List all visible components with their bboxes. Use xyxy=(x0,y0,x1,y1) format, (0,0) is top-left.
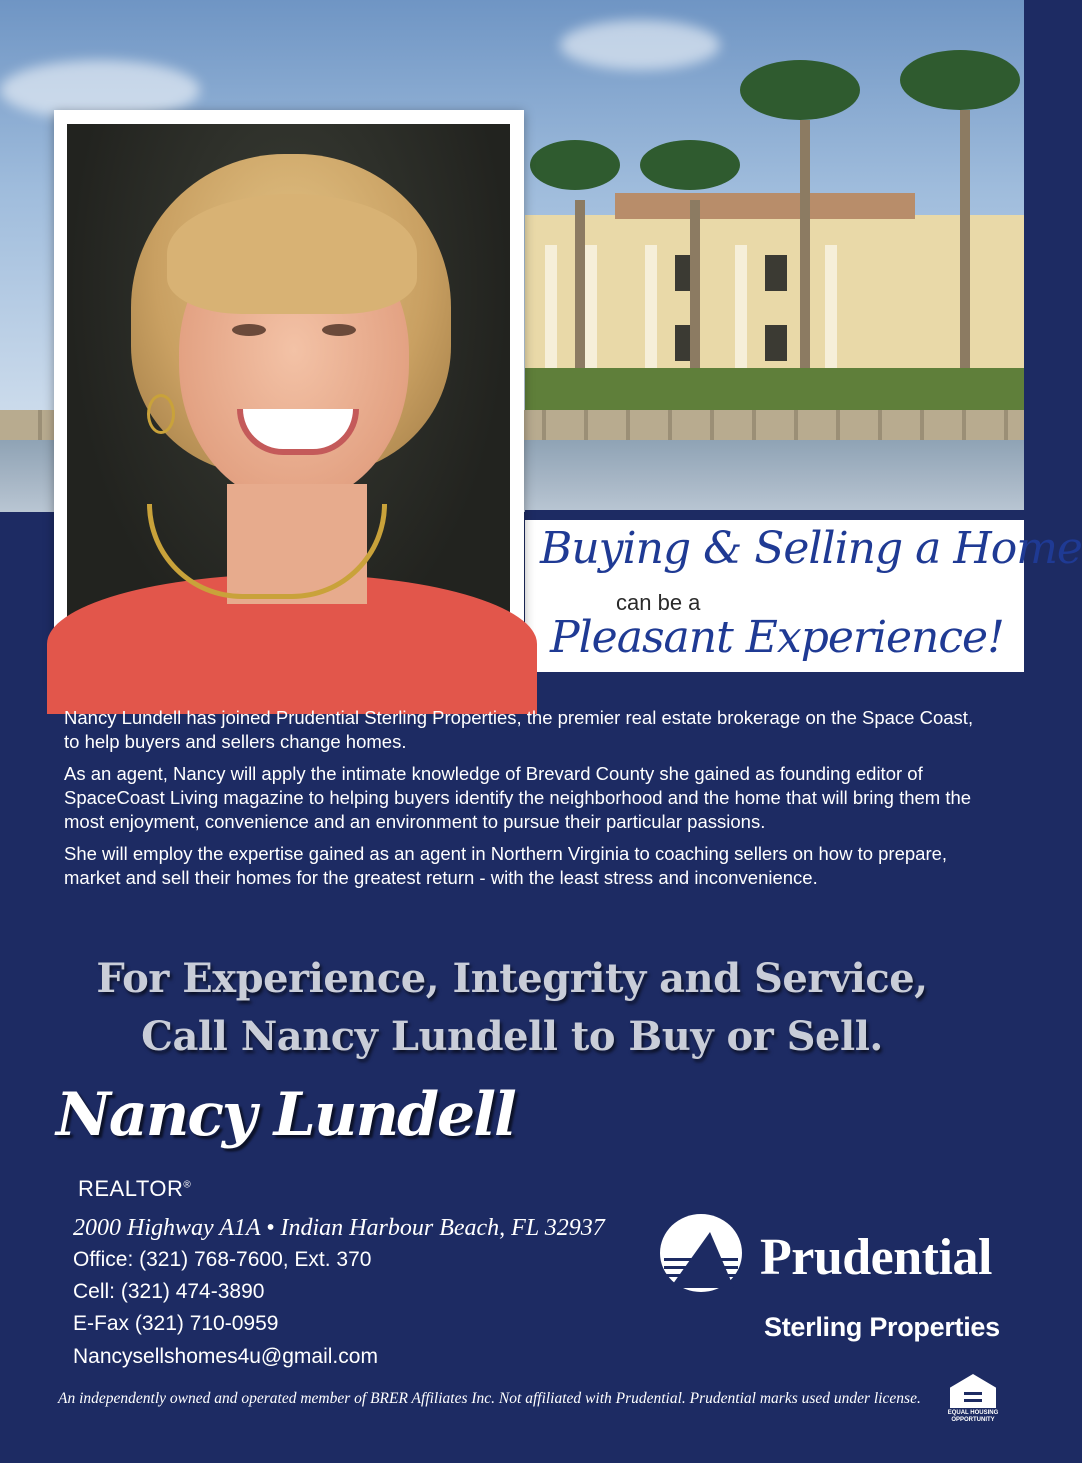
equal-housing-label: EQUAL HOUSING OPPORTUNITY xyxy=(947,1410,999,1423)
equal-housing-icon xyxy=(946,1372,1000,1422)
rock-logo-icon xyxy=(660,1214,742,1292)
tagline-line-2: can be a xyxy=(616,590,701,615)
palm-tree xyxy=(575,200,585,370)
agent-portrait-frame xyxy=(54,110,524,684)
bio-paragraph: As an agent, Nancy will apply the intimate knowledge of Brevard County she gained as founding editor of SpaceCoast Living magazine to helping buyers identify the neighborhood and the home that will bring them the most enjoyment, convenience and an environment to pursue their particular passions. xyxy=(64,763,972,832)
bio-paragraph: Nancy Lundell has joined Prudential Sterling Properties, the premier real estate brokerage on the Space Coast, to help buyers and sellers change homes. xyxy=(64,707,974,752)
bio-paragraph: She will employ the expertise gained as an agent in Northern Virginia to coaching sellers on how to prepare, market and sell their homes for the greatest return - with the least stress and inconvenience. xyxy=(64,843,948,888)
bio-text xyxy=(64,706,984,898)
agent-address: 2000 Highway A1A • Indian Harbour Beach, FL 32937 xyxy=(73,1215,605,1241)
email-address: Nancysellshomes4u@gmail.com xyxy=(73,1345,378,1368)
office-phone: Office: (321) 768-7600, Ext. 370 xyxy=(73,1248,372,1271)
headline-line-1: For Experience, Integrity and Service, xyxy=(96,955,928,1002)
tagline-line-3: Pleasant Experience! xyxy=(550,612,1004,663)
palm-tree xyxy=(690,200,700,380)
palm-tree xyxy=(800,120,810,390)
tagline-line-1: Buying & Selling a Home xyxy=(540,523,1082,574)
brand-subtitle: Sterling Properties xyxy=(764,1312,1000,1342)
agent-photo xyxy=(67,124,510,670)
cloud xyxy=(560,20,720,70)
headline-line-2: Call Nancy Lundell to Buy or Sell. xyxy=(141,1013,883,1060)
agent-title: REALTOR® xyxy=(78,1176,192,1201)
headline xyxy=(0,950,1024,1066)
palm-tree xyxy=(960,110,970,390)
cell-phone: Cell: (321) 474-3890 xyxy=(73,1280,265,1303)
disclaimer: An independently owned and operated member of BRER Affiliates Inc. Not affiliated with Prudential. Prudential marks used under license. xyxy=(58,1390,921,1407)
agent-signature: Nancy Lundell xyxy=(56,1080,515,1150)
mansion-image xyxy=(525,215,1024,375)
efax-number: E-Fax (321) 710-0959 xyxy=(73,1312,279,1335)
brand-name: Prudential xyxy=(760,1229,992,1286)
